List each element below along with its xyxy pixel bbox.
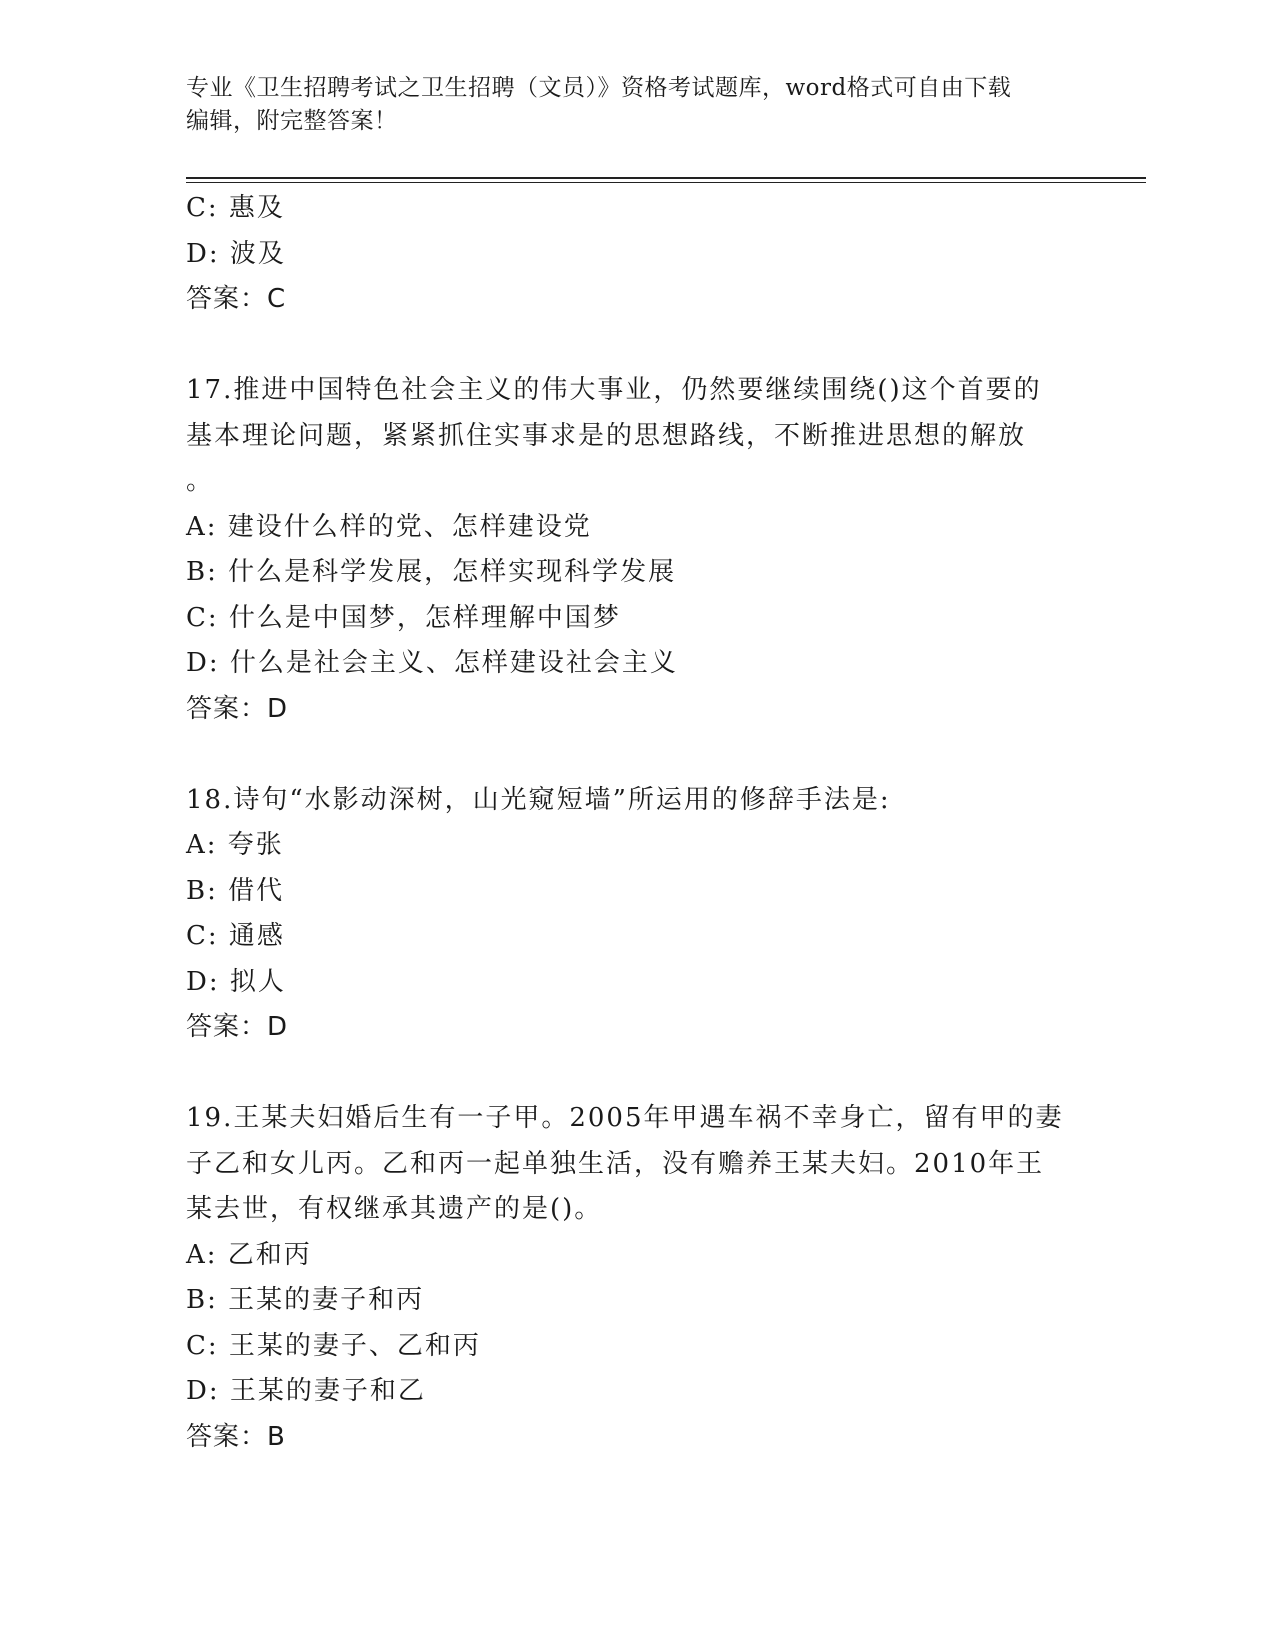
question-text-line: 18.诗句“水影动深树，山光窥短墙”所运用的修辞手法是:: [186, 784, 891, 815]
document-header: [186, 72, 1066, 138]
option-a: A: 乙和丙: [186, 1239, 312, 1270]
answer-line: 答案：D: [186, 693, 289, 724]
spacer: [186, 323, 1086, 369]
option-c: C: 王某的妻子、乙和丙: [186, 1330, 481, 1361]
question-text-line: 19.王某夫妇婚后生有一子甲。2005年甲遇车祸不幸身亡，留有甲的妻: [186, 1103, 1064, 1133]
header-divider-thin: [186, 182, 1146, 183]
option-b: B: 什么是科学发展，怎样实现科学发展: [186, 557, 677, 587]
option-d: D: 什么是社会主义、怎样建设社会主义: [186, 648, 678, 678]
question-19: [186, 1096, 1086, 1460]
header-line-1: 专业《卫生招聘考试之卫生招聘（文员）》资格考试题库，word格式可自由下载: [186, 75, 1012, 101]
option-d: D: 拟人: [186, 966, 286, 997]
question-text-line: 17.推进中国特色社会主义的伟大事业，仍然要继续围绕()这个首要的: [186, 375, 1042, 405]
answer-line: 答案：C: [186, 284, 287, 314]
option-d: D: 波及: [186, 238, 286, 269]
option-c: C: 什么是中国梦，怎样理解中国梦: [186, 602, 621, 633]
option-c: C: 惠及: [186, 193, 285, 223]
option-b: B: 王某的妻子和丙: [186, 1285, 425, 1315]
question-18: [186, 778, 1086, 1051]
header-divider-thick: [186, 177, 1146, 179]
option-d: D: 王某的妻子和乙: [186, 1376, 426, 1406]
answer-line: 答案：D: [186, 1012, 289, 1042]
option-c: C: 通感: [186, 921, 285, 951]
header-line-2: 编辑，附完整答案！: [186, 108, 398, 134]
option-a: A: 建设什么样的党、怎样建设党: [186, 511, 592, 542]
option-a: A: 夸张: [186, 830, 284, 860]
question-text-line: 基本理论问题，紧紧抓住实事求是的思想路线，不断推进思想的解放: [186, 420, 1027, 451]
question-text-line: 。: [186, 466, 215, 496]
spacer: [186, 1051, 1086, 1097]
answer-line: 答案：B: [186, 1421, 286, 1452]
question-text-line: 某去世，有权继承其遗产的是()。: [186, 1194, 603, 1224]
question-17: [186, 368, 1086, 732]
option-b: B: 借代: [186, 875, 285, 906]
question-16: [186, 186, 1086, 323]
question-text-line: 子乙和女儿丙。乙和丙一起单独生活，没有赡养王某夫妇。2010年王: [186, 1148, 1045, 1179]
question-list: [186, 186, 1086, 1460]
spacer: [186, 732, 1086, 778]
